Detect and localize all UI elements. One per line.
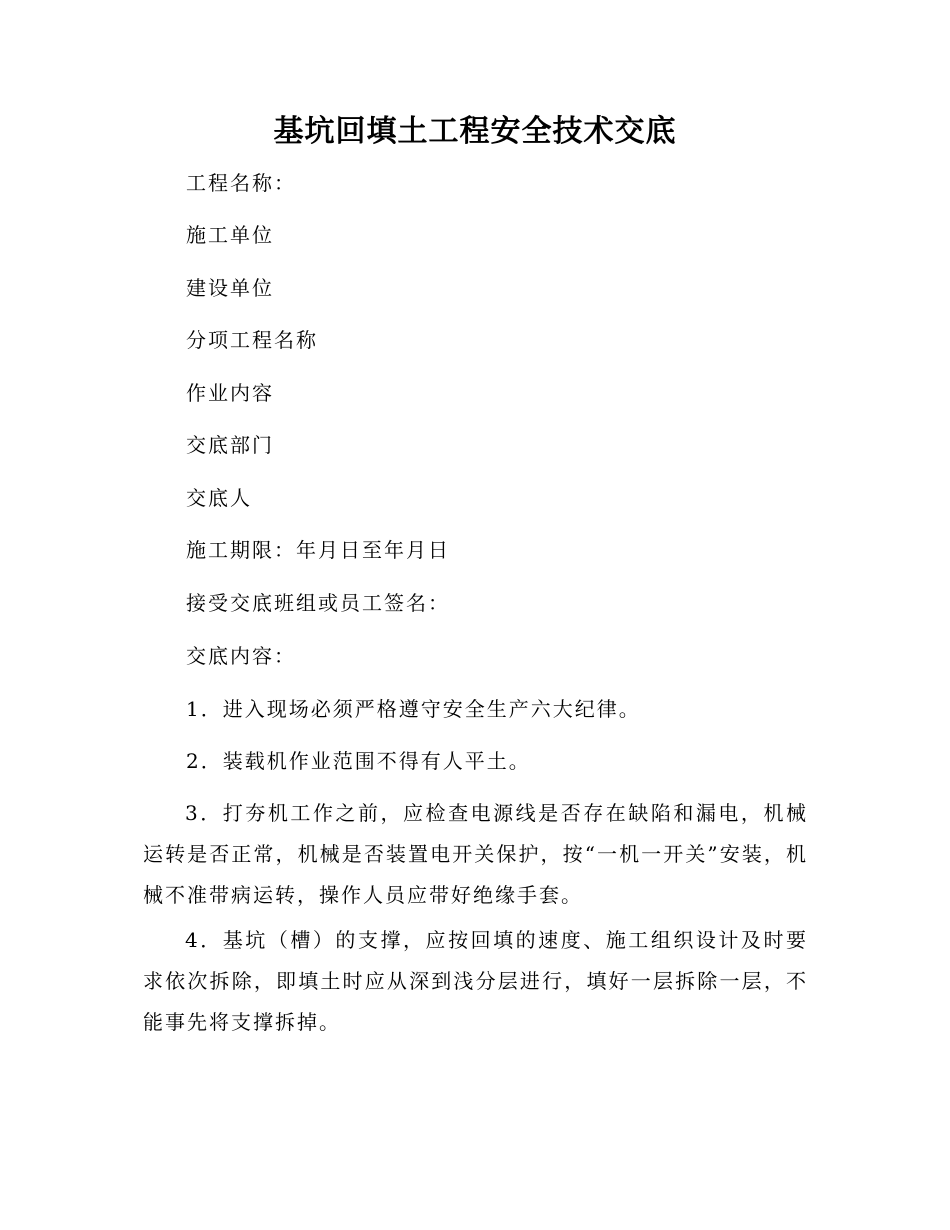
list-item: 1．进入现场必须严格遵守安全生产六大纪律。 — [186, 697, 641, 721]
list-item: 2．装载机作业范围不得有人平土。 — [186, 749, 531, 773]
field-construction-period: 施工期限：年月日至年月日 — [186, 538, 450, 562]
document-title: 基坑回填土工程安全技术交底 — [273, 114, 677, 149]
field-briefing-content: 交底内容： — [186, 644, 296, 668]
field-construction-unit: 施工单位 — [186, 223, 274, 247]
field-briefing-person: 交底人 — [186, 486, 252, 510]
field-briefing-department: 交底部门 — [186, 433, 274, 457]
field-work-content: 作业内容 — [186, 381, 274, 405]
field-subproject-name: 分项工程名称 — [186, 328, 318, 352]
field-owner-unit: 建设单位 — [186, 276, 274, 300]
list-item: 3．打夯机工作之前，应检查电源线是否存在缺陷和漏电，机械运转是否正常，机械是否装置电开关保护，按“一机一开关”安装，机械不准带病运转，操作人员应带好绝缘手套。 — [143, 801, 808, 907]
field-recipient-signature: 接受交底班组或员工签名： — [186, 591, 450, 615]
field-project-name: 工程名称： — [186, 171, 296, 195]
list-item: 4．基坑（槽）的支撑，应按回填的速度、施工组织设计及时要求依次拆除，即填土时应从深到浅分层进行，填好一层拆除一层，不能事先将支撑拆掉。 — [143, 928, 808, 1034]
